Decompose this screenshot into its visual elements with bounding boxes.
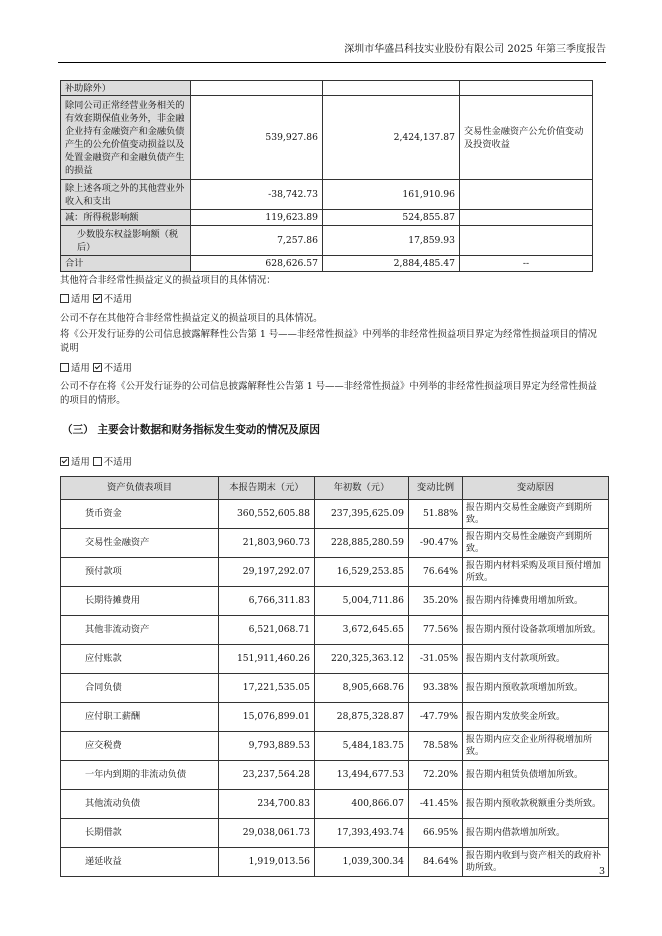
table-header-row bbox=[61, 477, 609, 500]
current-cell: 7,257.86 bbox=[191, 226, 323, 256]
paragraph-reclassification-note: 将《公开发行证券的公司信息披露解释性公告第 1 号——非经常性损益》中列举的非经常性损益项目界定为经常性损益项目的情况说明 bbox=[60, 329, 597, 354]
begin-value-cell: 5,484,183.75 bbox=[315, 732, 409, 761]
item-cell: 除同公司正常经营业务相关的有效套期保值业务外，非金融企业持有金融资产和金融负债产生的公允价值变动损益以及处置金融资产和金融负债产生的损益 bbox=[61, 96, 191, 180]
note-cell: -- bbox=[460, 256, 593, 272]
reason-cell: 报告期内预收款项增加所致。 bbox=[463, 674, 609, 703]
ytd-cell bbox=[323, 81, 460, 96]
reason-cell: 报告期内交易性金融资产到期所致。 bbox=[463, 500, 609, 529]
table-row bbox=[61, 500, 609, 529]
ytd-cell: 2,424,137.87 bbox=[323, 96, 460, 180]
end-value-cell: 9,793,889.53 bbox=[219, 732, 315, 761]
table-row bbox=[61, 256, 593, 272]
item-cell: 一年内到期的非流动负债 bbox=[61, 761, 219, 790]
begin-value-cell: 28,875,328.87 bbox=[315, 703, 409, 732]
table-row bbox=[61, 848, 609, 877]
begin-value-cell: 237,395,625.09 bbox=[315, 500, 409, 529]
table-row bbox=[61, 819, 609, 848]
ytd-cell: 161,910.96 bbox=[323, 180, 460, 210]
table-row bbox=[61, 210, 593, 226]
change-ratio-cell: 51.88% bbox=[409, 500, 463, 529]
column-header: 年初数（元） bbox=[315, 477, 409, 500]
paragraph-no-other-items: 公司不存在其他符合非经常性损益定义的损益项目的具体情况。 bbox=[60, 313, 323, 324]
reason-cell: 报告期内材料采购及项目预付增加所致。 bbox=[463, 558, 609, 587]
checked-box-icon[interactable] bbox=[60, 457, 69, 466]
table-row bbox=[61, 761, 609, 790]
table-row bbox=[61, 587, 609, 616]
note-cell bbox=[460, 180, 593, 210]
begin-value-cell: 3,672,645.65 bbox=[315, 616, 409, 645]
current-cell bbox=[191, 81, 323, 96]
begin-value-cell: 13,494,677.53 bbox=[315, 761, 409, 790]
change-ratio-cell: -31.05% bbox=[409, 645, 463, 674]
section-heading bbox=[62, 424, 320, 438]
note-cell bbox=[460, 210, 593, 226]
applicability-choice-1 bbox=[60, 293, 600, 307]
change-ratio-cell: 66.95% bbox=[409, 819, 463, 848]
item-cell: 补助除外） bbox=[61, 81, 191, 96]
table-row bbox=[61, 703, 609, 732]
paragraph-other-items: 其他符合非经常性损益定义的损益项目的具体情况： bbox=[60, 275, 276, 286]
current-cell: -38,742.73 bbox=[191, 180, 323, 210]
end-value-cell: 29,197,292.07 bbox=[219, 558, 315, 587]
section-title: 主要会计数据和财务指标发生变动的情况及原因 bbox=[97, 424, 320, 436]
change-ratio-cell: 76.64% bbox=[409, 558, 463, 587]
ytd-cell: 2,884,485.47 bbox=[323, 256, 460, 272]
table-row bbox=[61, 529, 609, 558]
option-applicable: 适用 bbox=[71, 294, 90, 305]
column-header: 变动原因 bbox=[463, 477, 609, 500]
begin-value-cell: 8,905,668.76 bbox=[315, 674, 409, 703]
unchecked-box-icon[interactable] bbox=[60, 363, 69, 372]
item-cell: 少数股东权益影响额（税后） bbox=[61, 226, 191, 256]
unchecked-box-icon[interactable] bbox=[93, 457, 102, 466]
option-applicable: 适用 bbox=[71, 363, 90, 374]
current-cell: 119,623.89 bbox=[191, 210, 323, 226]
table-row bbox=[61, 732, 609, 761]
end-value-cell: 6,521,068.71 bbox=[219, 616, 315, 645]
end-value-cell: 15,076,899.01 bbox=[219, 703, 315, 732]
balance-table-body bbox=[61, 500, 609, 877]
change-ratio-cell: -90.47% bbox=[409, 529, 463, 558]
reason-cell: 报告期内借款增加所致。 bbox=[463, 819, 609, 848]
end-value-cell: 151,911,460.26 bbox=[219, 645, 315, 674]
unchecked-box-icon[interactable] bbox=[60, 294, 69, 303]
change-ratio-cell: 78.58% bbox=[409, 732, 463, 761]
begin-value-cell: 16,529,253.85 bbox=[315, 558, 409, 587]
change-ratio-cell: 77.56% bbox=[409, 616, 463, 645]
column-header: 变动比例 bbox=[409, 477, 463, 500]
note-cell: 交易性金融资产公允价值变动及投资收益 bbox=[460, 96, 593, 180]
note-cell bbox=[460, 81, 593, 96]
change-ratio-cell: -47.79% bbox=[409, 703, 463, 732]
end-value-cell: 6,766,311.83 bbox=[219, 587, 315, 616]
table-row bbox=[61, 790, 609, 819]
applicability-choice-3 bbox=[60, 456, 600, 470]
item-cell: 应交税费 bbox=[61, 732, 219, 761]
end-value-cell: 23,237,564.28 bbox=[219, 761, 315, 790]
item-cell: 减：所得税影响额 bbox=[61, 210, 191, 226]
table-row bbox=[61, 81, 593, 96]
option-not-applicable: 不适用 bbox=[103, 294, 132, 305]
current-cell: 628,626.57 bbox=[191, 256, 323, 272]
reason-cell: 报告期内支付款项所致。 bbox=[463, 645, 609, 674]
item-cell: 递延收益 bbox=[61, 848, 219, 877]
reason-cell: 报告期内应交企业所得税增加所致。 bbox=[463, 732, 609, 761]
table-row bbox=[61, 616, 609, 645]
reason-cell: 报告期内待摊费用增加所致。 bbox=[463, 587, 609, 616]
reason-cell: 报告期内租赁负债增加所致。 bbox=[463, 761, 609, 790]
begin-value-cell: 220,325,363.12 bbox=[315, 645, 409, 674]
item-cell: 合同负债 bbox=[61, 674, 219, 703]
note-cell bbox=[460, 226, 593, 256]
end-value-cell: 234,700.83 bbox=[219, 790, 315, 819]
report-header-title: 深圳市华盛昌科技实业股份有限公司 2025 年第三季度报告 bbox=[344, 44, 606, 55]
item-cell: 其他非流动资产 bbox=[61, 616, 219, 645]
item-cell: 预付款项 bbox=[61, 558, 219, 587]
column-header: 资产负债表项目 bbox=[61, 477, 219, 500]
table-row bbox=[61, 96, 593, 180]
option-not-applicable: 不适用 bbox=[103, 363, 132, 374]
item-cell: 合计 bbox=[61, 256, 191, 272]
section-number: （三） bbox=[62, 424, 94, 436]
end-value-cell: 360,552,605.88 bbox=[219, 500, 315, 529]
checked-box-icon[interactable] bbox=[93, 294, 102, 303]
balance-sheet-changes-table bbox=[60, 476, 609, 877]
begin-value-cell: 5,004,711.86 bbox=[315, 587, 409, 616]
option-applicable: 适用 bbox=[71, 457, 90, 468]
begin-value-cell: 228,885,280.59 bbox=[315, 529, 409, 558]
change-ratio-cell: 84.64% bbox=[409, 848, 463, 877]
column-header: 本报告期末（元） bbox=[219, 477, 315, 500]
end-value-cell: 21,803,960.73 bbox=[219, 529, 315, 558]
item-cell: 长期借款 bbox=[61, 819, 219, 848]
reason-cell: 报告期内预付设备款项增加所致。 bbox=[463, 616, 609, 645]
reason-cell: 报告期内预收款税额重分类所致。 bbox=[463, 790, 609, 819]
page-number: 3 bbox=[598, 866, 605, 877]
table-row bbox=[61, 180, 593, 210]
change-ratio-cell: 35.20% bbox=[409, 587, 463, 616]
current-cell: 539,927.86 bbox=[191, 96, 323, 180]
begin-value-cell: 1,039,300.34 bbox=[315, 848, 409, 877]
ytd-cell: 17,859.93 bbox=[323, 226, 460, 256]
applicability-choice-2 bbox=[60, 362, 600, 376]
item-cell: 交易性金融资产 bbox=[61, 529, 219, 558]
item-cell: 应付账款 bbox=[61, 645, 219, 674]
item-cell: 其他流动负债 bbox=[61, 790, 219, 819]
header-rule bbox=[58, 62, 606, 63]
paragraph-no-reclassification: 公司不存在将《公开发行证券的公司信息披露解释性公告第 1 号——非经常性损益》中列举的非经常性损益项目界定为经常性损益的项目的情形。 bbox=[60, 381, 597, 406]
end-value-cell: 29,038,061.73 bbox=[219, 819, 315, 848]
item-cell: 应付职工薪酬 bbox=[61, 703, 219, 732]
change-ratio-cell: 93.38% bbox=[409, 674, 463, 703]
change-ratio-cell: -41.45% bbox=[409, 790, 463, 819]
item-cell: 货币资金 bbox=[61, 500, 219, 529]
item-cell: 除上述各项之外的其他营业外收入和支出 bbox=[61, 180, 191, 210]
table-row bbox=[61, 226, 593, 256]
reason-cell: 报告期内发放奖金所致。 bbox=[463, 703, 609, 732]
begin-value-cell: 17,393,493.74 bbox=[315, 819, 409, 848]
change-ratio-cell: 72.20% bbox=[409, 761, 463, 790]
begin-value-cell: 400,866.07 bbox=[315, 790, 409, 819]
ytd-cell: 524,855.87 bbox=[323, 210, 460, 226]
reason-cell: 报告期内交易性金融资产到期所致。 bbox=[463, 529, 609, 558]
checked-box-icon[interactable] bbox=[93, 363, 102, 372]
table-row bbox=[61, 674, 609, 703]
reason-cell: 报告期内收到与资产相关的政府补助所致。 bbox=[463, 848, 609, 877]
item-cell: 长期待摊费用 bbox=[61, 587, 219, 616]
table-row bbox=[61, 558, 609, 587]
end-value-cell: 17,221,535.05 bbox=[219, 674, 315, 703]
table-row bbox=[61, 645, 609, 674]
option-not-applicable: 不适用 bbox=[103, 457, 132, 468]
nonrecurring-table bbox=[60, 80, 593, 272]
end-value-cell: 1,919,013.56 bbox=[219, 848, 315, 877]
